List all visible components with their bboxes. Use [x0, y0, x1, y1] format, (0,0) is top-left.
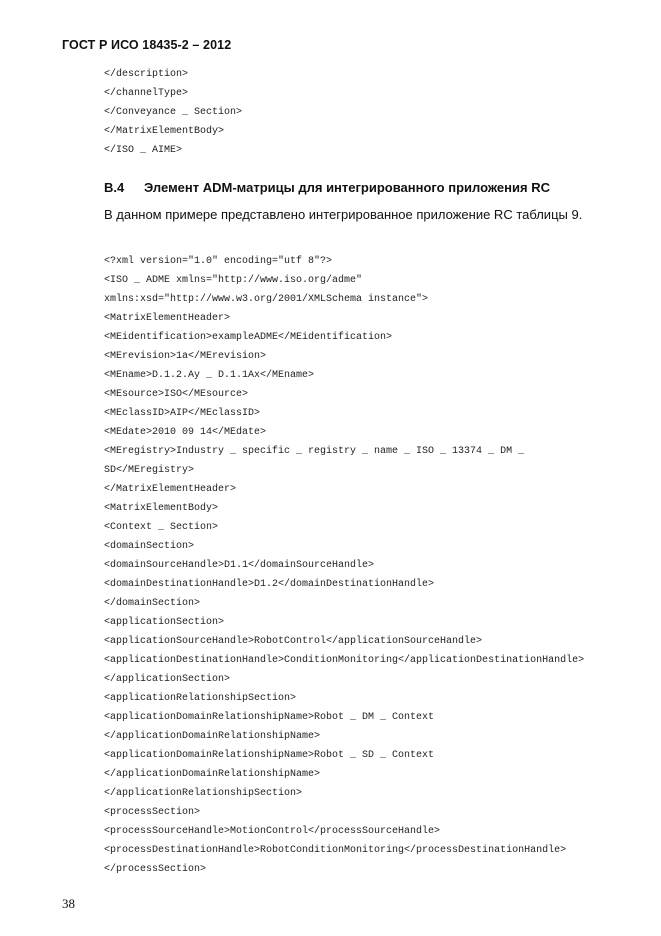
code-line: <applicationDomainRelationshipName>Robot _ DM _ Context	[104, 712, 435, 723]
code-line: </applicationSection>	[104, 674, 231, 685]
code-line: </ISO _ AIME>	[104, 145, 183, 156]
code-line: </MatrixElementHeader>	[104, 484, 237, 495]
code-line: <applicationRelationshipSection>	[104, 693, 297, 704]
code-line: <MatrixElementHeader>	[104, 313, 231, 324]
code-line: </channelType>	[104, 88, 189, 99]
code-line: </processSection>	[104, 864, 207, 875]
code-line: <applicationDestinationHandle>ConditionMonitoring</applicationDestinationHandle>	[104, 655, 585, 666]
code-line: <domainSourceHandle>D1.1</domainSourceHandle>	[104, 560, 375, 571]
code-line: <domainSection>	[104, 541, 195, 552]
code-line: </applicationDomainRelationshipName>	[104, 769, 321, 780]
section-heading	[104, 180, 550, 195]
code-line: <Context _ Section>	[104, 522, 219, 533]
document-header: ГОСТ Р ИСО 18435-2 – 2012	[62, 38, 232, 52]
code-line: </Conveyance _ Section>	[104, 107, 243, 118]
code-line: <MEclassID>AIP</MEclassID>	[104, 408, 261, 419]
code-line: <ISO _ ADME xmlns="http://www.iso.org/adme"	[104, 275, 363, 286]
page-number: 38	[62, 896, 75, 911]
body-paragraph: В данном примере представлено интегрированное приложение RC таблицы 9.	[104, 207, 583, 222]
code-line: </applicationDomainRelationshipName>	[104, 731, 321, 742]
code-line: <applicationDomainRelationshipName>Robot _ SD _ Context	[104, 750, 435, 761]
code-line: </description>	[104, 69, 189, 80]
code-line: <MEname>D.1.2.Ay _ D.1.1Ax</MEname>	[104, 370, 315, 381]
code-line: SD</MEregistry>	[104, 465, 195, 476]
code-line: <domainDestinationHandle>D1.2</domainDestinationHandle>	[104, 579, 435, 590]
code-line: <MEdate>2010 09 14</MEdate>	[104, 427, 267, 438]
code-line: <processSourceHandle>MotionControl</processSourceHandle>	[104, 826, 441, 837]
code-line: <?xml version="1.0" encoding="utf 8"?>	[104, 256, 333, 267]
section-number: B.4	[104, 180, 125, 195]
code-line: </domainSection>	[104, 598, 201, 609]
code-line: <processSection>	[104, 807, 201, 818]
section-title: Элемент ADM-матрицы для интегрированного приложения RC	[144, 180, 550, 195]
code-line: <applicationSourceHandle>RobotControl</applicationSourceHandle>	[104, 636, 483, 647]
code-line: <MEidentification>exampleADME</MEidentification>	[104, 332, 393, 343]
code-line: <applicationSection>	[104, 617, 225, 628]
code-line: </applicationRelationshipSection>	[104, 788, 303, 799]
code-line: xmlns:xsd="http://www.w3.org/2001/XMLSchema instance">	[104, 294, 429, 305]
code-line: <MEregistry>Industry _ specific _ registry _ name _ ISO _ 13374 _ DM _	[104, 446, 525, 457]
code-line: <MErevision>1a</MErevision>	[104, 351, 267, 362]
code-line: <MatrixElementBody>	[104, 503, 219, 514]
code-line: <MEsource>ISO</MEsource>	[104, 389, 249, 400]
code-line: <processDestinationHandle>RobotConditionMonitoring</processDestinationHandle>	[104, 845, 567, 856]
code-line: </MatrixElementBody>	[104, 126, 225, 137]
